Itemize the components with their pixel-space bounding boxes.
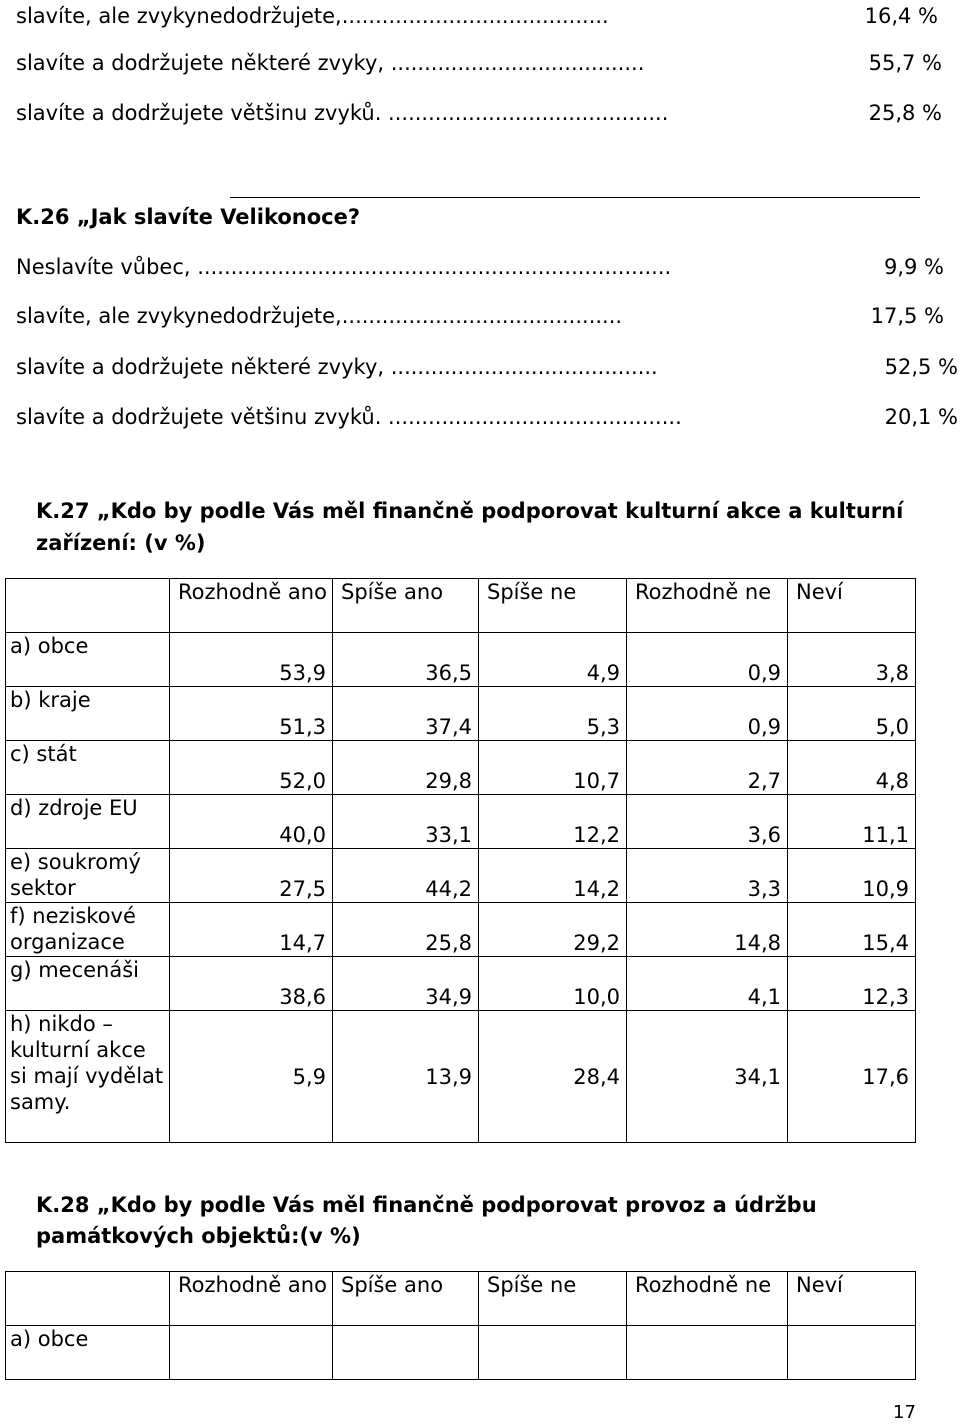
table-cell: 34,9: [333, 957, 479, 1011]
table-cell: 14,8: [627, 903, 788, 957]
table-row: [6, 957, 916, 1011]
table-cell: 12,3: [788, 957, 916, 1011]
table-cell: 3,6: [627, 795, 788, 849]
table-cell: 4,1: [627, 957, 788, 1011]
table-cell: 53,9: [170, 633, 333, 687]
table-cell: 0,9: [627, 687, 788, 741]
table-cell: 25,8: [333, 903, 479, 957]
row-label: a) obce: [6, 633, 170, 687]
table-cell: [479, 1326, 627, 1380]
header-cell: Rozhodně ano: [170, 579, 333, 633]
table-cell: 52,0: [170, 741, 333, 795]
table-cell: [788, 1326, 916, 1380]
header-cell: Rozhodně ano: [170, 1272, 333, 1326]
answer-value: 16,4 %: [864, 4, 938, 28]
answer-value: 55,7 %: [868, 51, 942, 75]
table-header-row: [6, 1272, 916, 1326]
answer-line: slavíte a dodržujete většinu zvyků. ............................................: [16, 405, 682, 429]
table-cell: 29,8: [333, 741, 479, 795]
header-cell: Spíše ano: [333, 1272, 479, 1326]
k27-table: [5, 578, 916, 1143]
table-cell: 3,8: [788, 633, 916, 687]
row-label: b) kraje: [6, 687, 170, 741]
table-cell: 12,2: [479, 795, 627, 849]
table-cell: 4,9: [479, 633, 627, 687]
table-cell: 27,5: [170, 849, 333, 903]
table-cell: [170, 1326, 333, 1380]
table-cell: [333, 1326, 479, 1380]
answer-line: slavíte a dodržujete některé zvyky, ........................................: [16, 355, 658, 379]
question-k27-title-cont: zařízení: (v %): [36, 531, 206, 555]
table-cell: 5,3: [479, 687, 627, 741]
table-cell: 36,5: [333, 633, 479, 687]
table-header-row: [6, 579, 916, 633]
header-cell-empty: [6, 1272, 170, 1326]
table-cell: 29,2: [479, 903, 627, 957]
table-cell: 38,6: [170, 957, 333, 1011]
table-cell: 4,8: [788, 741, 916, 795]
table-cell: 5,9: [170, 1011, 333, 1143]
table-row: [6, 633, 916, 687]
header-cell: Spíše ne: [479, 579, 627, 633]
table-row: [6, 903, 916, 957]
table-cell: 14,7: [170, 903, 333, 957]
answer-value: 52,5 %: [884, 355, 958, 379]
header-cell: Rozhodně ne: [627, 579, 788, 633]
k28-table: [5, 1271, 916, 1380]
table-cell: 5,0: [788, 687, 916, 741]
table-cell: 10,9: [788, 849, 916, 903]
answer-value: 25,8 %: [868, 101, 942, 125]
answer-value: 20,1 %: [884, 405, 958, 429]
header-cell-empty: [6, 579, 170, 633]
question-k28-title: K.28 „Kdo by podle Vás měl finančně podporovat provoz a údržbu: [36, 1193, 817, 1217]
table-cell: 14,2: [479, 849, 627, 903]
table-cell: 51,3: [170, 687, 333, 741]
header-cell: Neví: [788, 1272, 916, 1326]
row-label: c) stát: [6, 741, 170, 795]
question-k26-title: K.26 „Jak slavíte Velikonoce?: [16, 205, 361, 229]
header-cell: Spíše ne: [479, 1272, 627, 1326]
answer-line: slavíte a dodržujete většinu zvyků. ..........................................: [16, 101, 669, 125]
table-cell: 13,9: [333, 1011, 479, 1143]
table-cell: 17,6: [788, 1011, 916, 1143]
table-cell: 0,9: [627, 633, 788, 687]
table-cell: 33,1: [333, 795, 479, 849]
table-cell: 28,4: [479, 1011, 627, 1143]
table-row: [6, 795, 916, 849]
row-label: a) obce: [6, 1326, 170, 1380]
table-cell: 15,4: [788, 903, 916, 957]
table-row: [6, 687, 916, 741]
table-cell: 10,7: [479, 741, 627, 795]
header-cell: Rozhodně ne: [627, 1272, 788, 1326]
answer-value: 17,5 %: [870, 304, 944, 328]
table-cell: 37,4: [333, 687, 479, 741]
row-label: g) mecenáši: [6, 957, 170, 1011]
table-cell: 11,1: [788, 795, 916, 849]
table-row: [6, 741, 916, 795]
answer-line: slavíte, ale zvykynedodržujete,..........................................: [16, 304, 623, 328]
table-cell: 44,2: [333, 849, 479, 903]
row-label: h) nikdo – kulturní akce si mají vydělat samy.: [6, 1011, 170, 1143]
table-row: [6, 1011, 916, 1143]
answer-line: Neslavíte vůbec, .......................................................................: [16, 255, 672, 279]
question-k27-title: K.27 „Kdo by podle Vás měl finančně podporovat kulturní akce a kulturní: [36, 499, 904, 523]
question-k28-title-cont: památkových objektů:(v %): [36, 1224, 361, 1248]
answer-value: 9,9 %: [883, 255, 944, 279]
table-cell: 40,0: [170, 795, 333, 849]
page-number: 17: [893, 1402, 916, 1423]
table-cell: 10,0: [479, 957, 627, 1011]
table-cell: [627, 1326, 788, 1380]
table-cell: 34,1: [627, 1011, 788, 1143]
answer-line: slavíte a dodržujete některé zvyky, ......................................: [16, 51, 645, 75]
separator-line: [230, 197, 920, 198]
table-cell: 2,7: [627, 741, 788, 795]
header-cell: Spíše ano: [333, 579, 479, 633]
table-cell: 3,3: [627, 849, 788, 903]
row-label: f) neziskové organizace: [6, 903, 170, 957]
table-row: [6, 849, 916, 903]
row-label: e) soukromý sektor: [6, 849, 170, 903]
answer-line: slavíte, ale zvykynedodržujete,........................................: [16, 4, 609, 28]
row-label: d) zdroje EU: [6, 795, 170, 849]
table-row: [6, 1326, 916, 1380]
header-cell: Neví: [788, 579, 916, 633]
